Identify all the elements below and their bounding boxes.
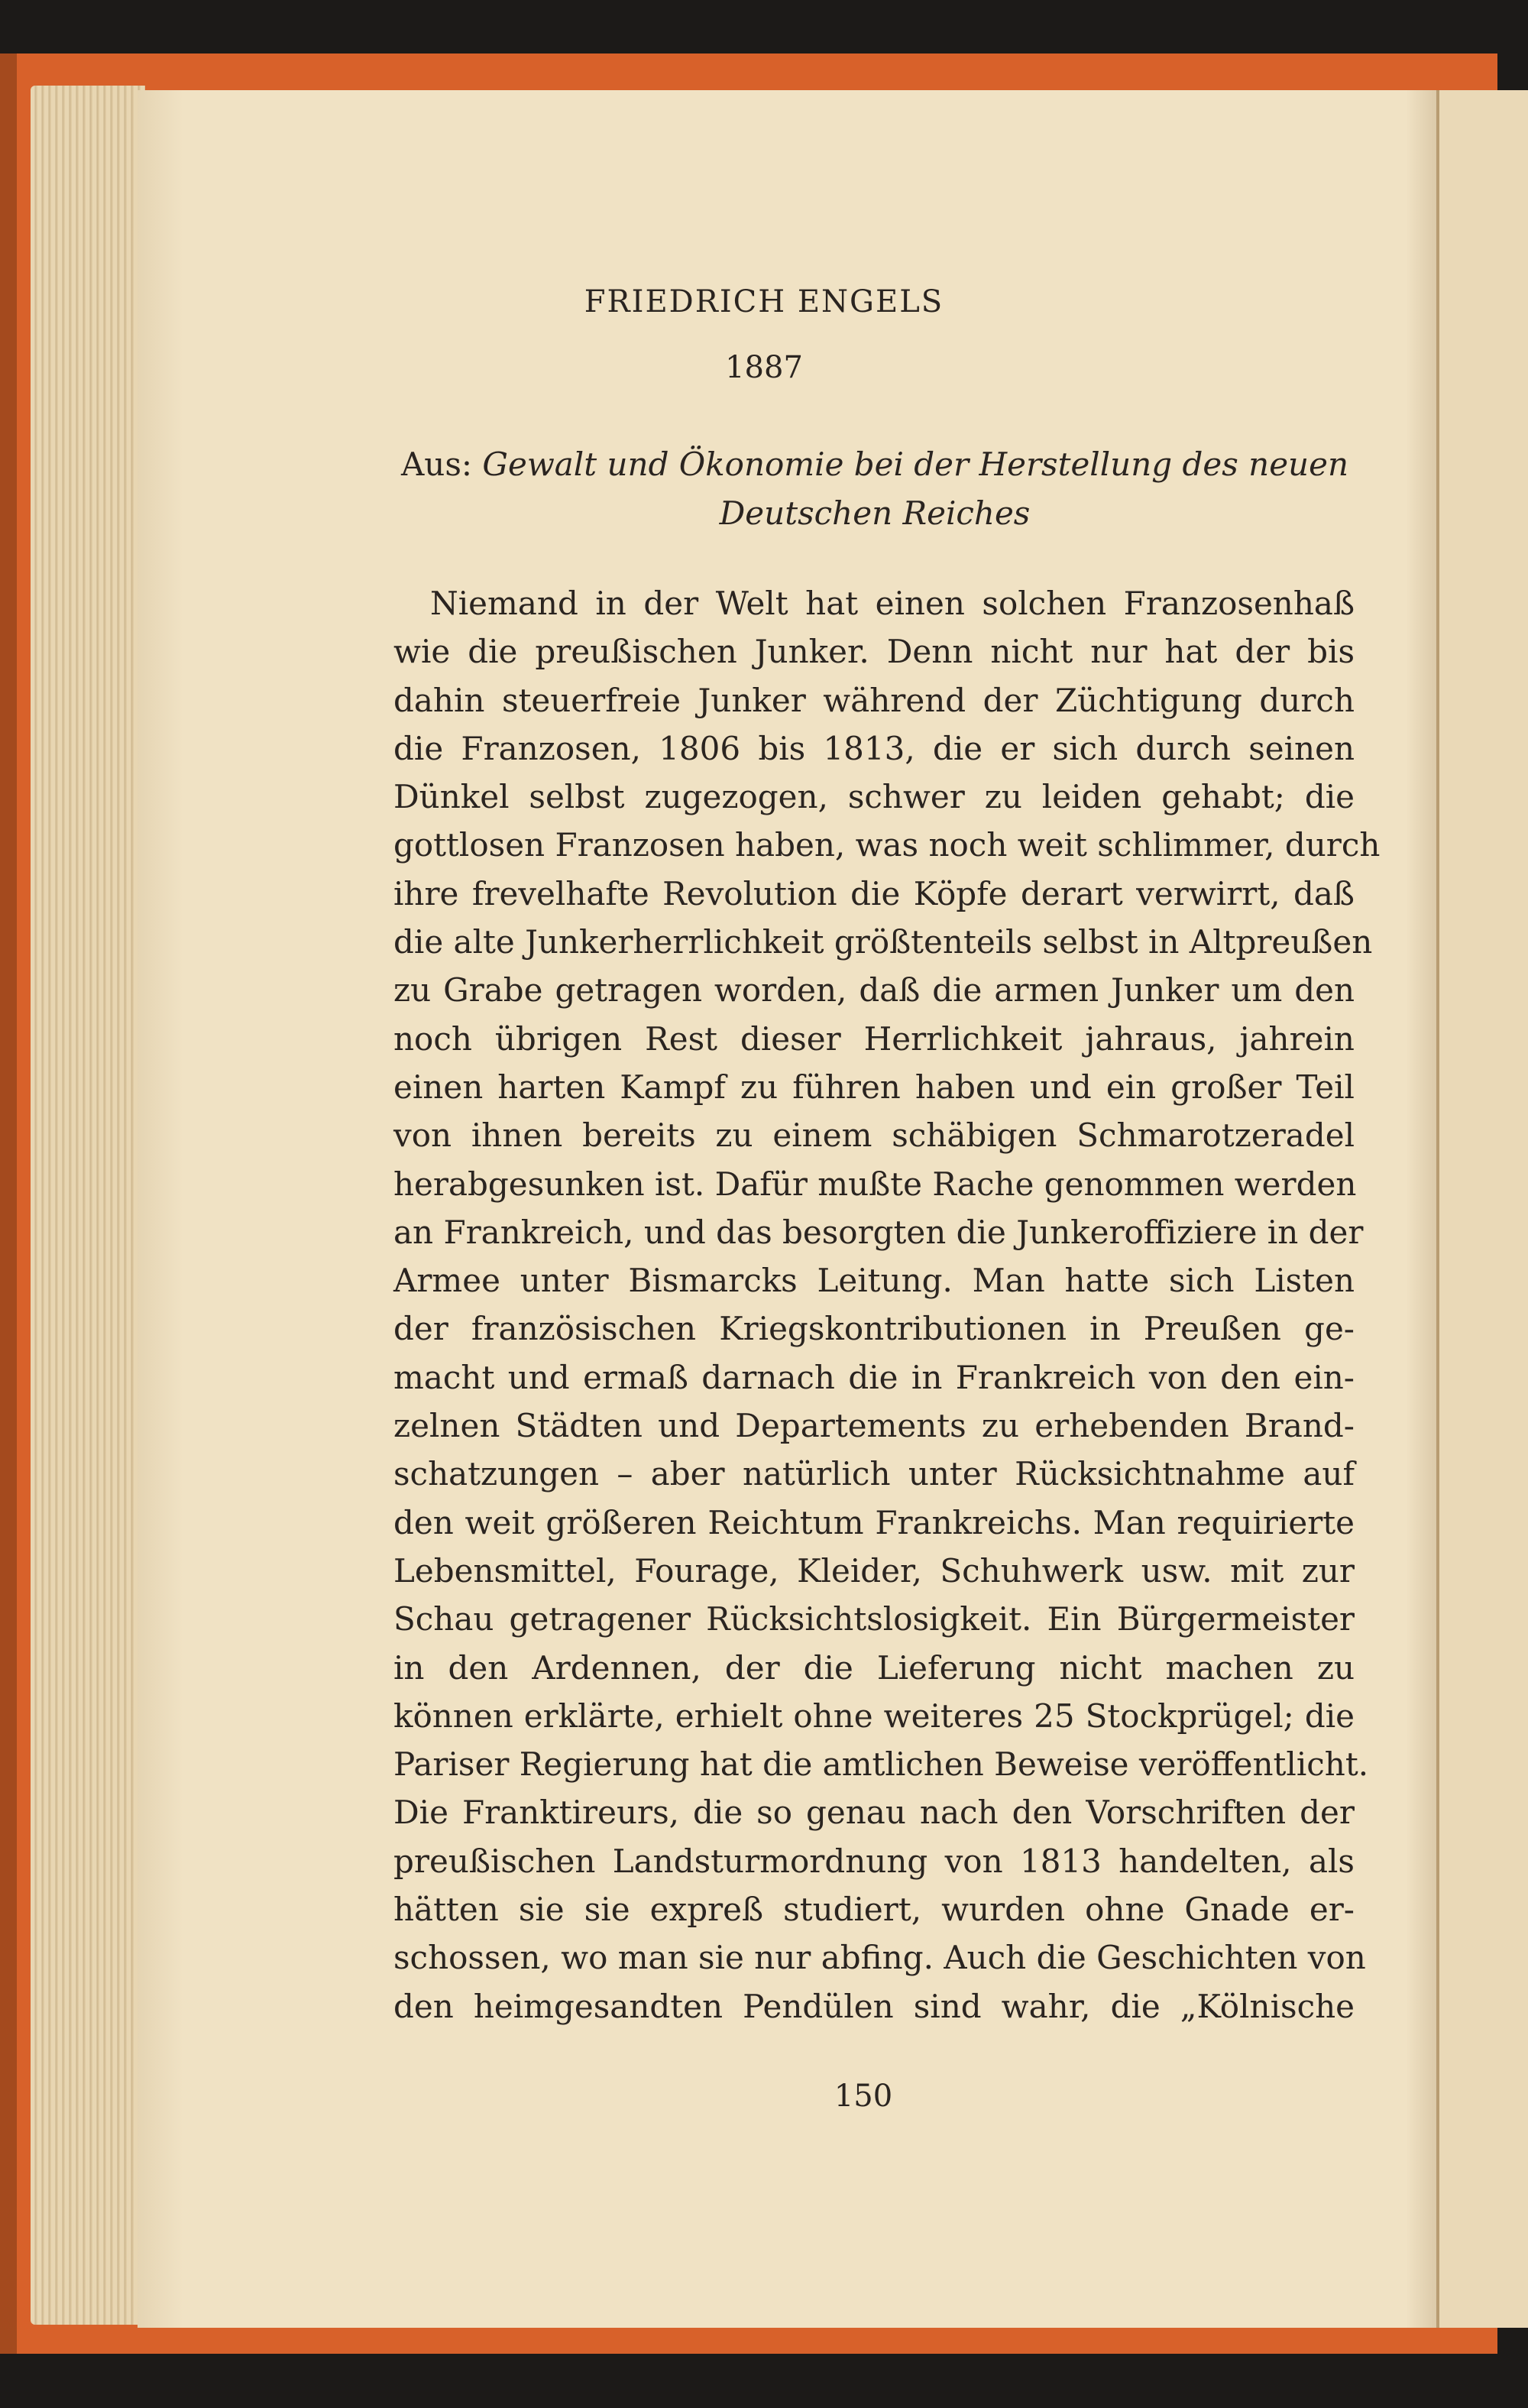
year-heading: 1887 [725,350,803,385]
body-line: an Frankreich, und das besorgten die Junkeroffiziere in der [393,1213,1364,1251]
source-prefix: Aus: [400,446,483,483]
body-line: hätten sie sie expreß studiert, wurden ohne Gnade er- [393,1891,1355,1929]
body-line: ihre frevelhafte Revolution die Köpfe derart verwirrt, daß [393,874,1355,912]
facing-page-edge [1436,90,1528,2328]
body-line: wie die preußischen Junker. Denn nicht nur hat der bis [393,633,1355,671]
body-line: noch übrigen Rest dieser Herrlichkeit jahraus, jahrein [393,1019,1355,1058]
body-line: schatzungen – aber natürlich unter Rücksichtnahme auf [393,1455,1355,1493]
body-line: den weit größeren Reichtum Frankreichs. Man requirierte [393,1503,1355,1541]
source-title-line-2: Deutschen Reiches [719,494,1031,532]
body-line: preußischen Landsturmordnung von 1813 handelten, als [393,1842,1355,1880]
body-line: können erklärte, erhielt ohne weiteres 25 Stockprügel; die [393,1697,1355,1735]
body-line: Schau getragener Rücksichtslosigkeit. Ein Bürgermeister [393,1600,1355,1638]
body-line: Dünkel selbst zugezogen, schwer zu leiden gehabt; die [393,778,1355,816]
page-number: 150 [834,2079,893,2114]
source-title [397,440,1352,538]
body-line: Niemand in der Welt hat einen solchen Franzosenhaß [430,585,1355,622]
body-text [393,579,1381,2030]
body-line: dahin steuerfreie Junker während der Züchtigung durch [393,681,1355,719]
body-line: Pariser Regierung hat die amtlichen Beweise veröffentlicht. [393,1745,1369,1784]
body-line: Lebensmittel, Fourage, Kleider, Schuhwerk usw. mit zur [393,1551,1355,1590]
body-line: die Franzosen, 1806 bis 1813, die er sich durch seinen [393,729,1355,767]
body-line: zelnen Städten und Departements zu erhebenden Brand- [393,1407,1355,1445]
body-line: Die Franktireurs, die so genau nach den Vorschriften der [393,1794,1355,1832]
body-line: macht und ermaß darnach die in Frankreich von den ein- [393,1358,1355,1396]
body-line: zu Grabe getragen worden, daß die armen Junker um den [393,971,1355,1010]
body-line: gottlosen Franzosen haben, was noch weit schlimmer, durch [393,826,1381,864]
author-heading: FRIEDRICH ENGELS [584,284,944,319]
body-line: herabgesunken ist. Dafür mußte Rache genommen werden [393,1165,1357,1203]
body-line: die alte Junkerherrlichkeit größtenteils selbst in Altpreußen [393,923,1373,961]
body-line: von ihnen bereits zu einem schäbigen Schmarotzeradel [393,1116,1355,1155]
body-line: Armee unter Bismarcks Leitung. Man hatte sich Listen [393,1262,1355,1300]
body-line: schossen, wo man sie nur abfing. Auch die Geschichten von [393,1939,1366,1977]
body-line: einen harten Kampf zu führen haben und ein großer Teil [393,1068,1355,1106]
body-line: der französischen Kriegskontributionen in Preußen ge- [393,1310,1355,1348]
book-spine [0,53,17,2354]
body-line: den heimgesandten Pendülen sind wahr, die „Kölnische [393,1987,1355,2025]
page-edges [31,86,145,2325]
source-title-line-1: Gewalt und Ökonomie bei der Herstellung des neuen [482,446,1349,483]
body-line: in den Ardennen, der die Lieferung nicht machen zu [393,1648,1355,1687]
